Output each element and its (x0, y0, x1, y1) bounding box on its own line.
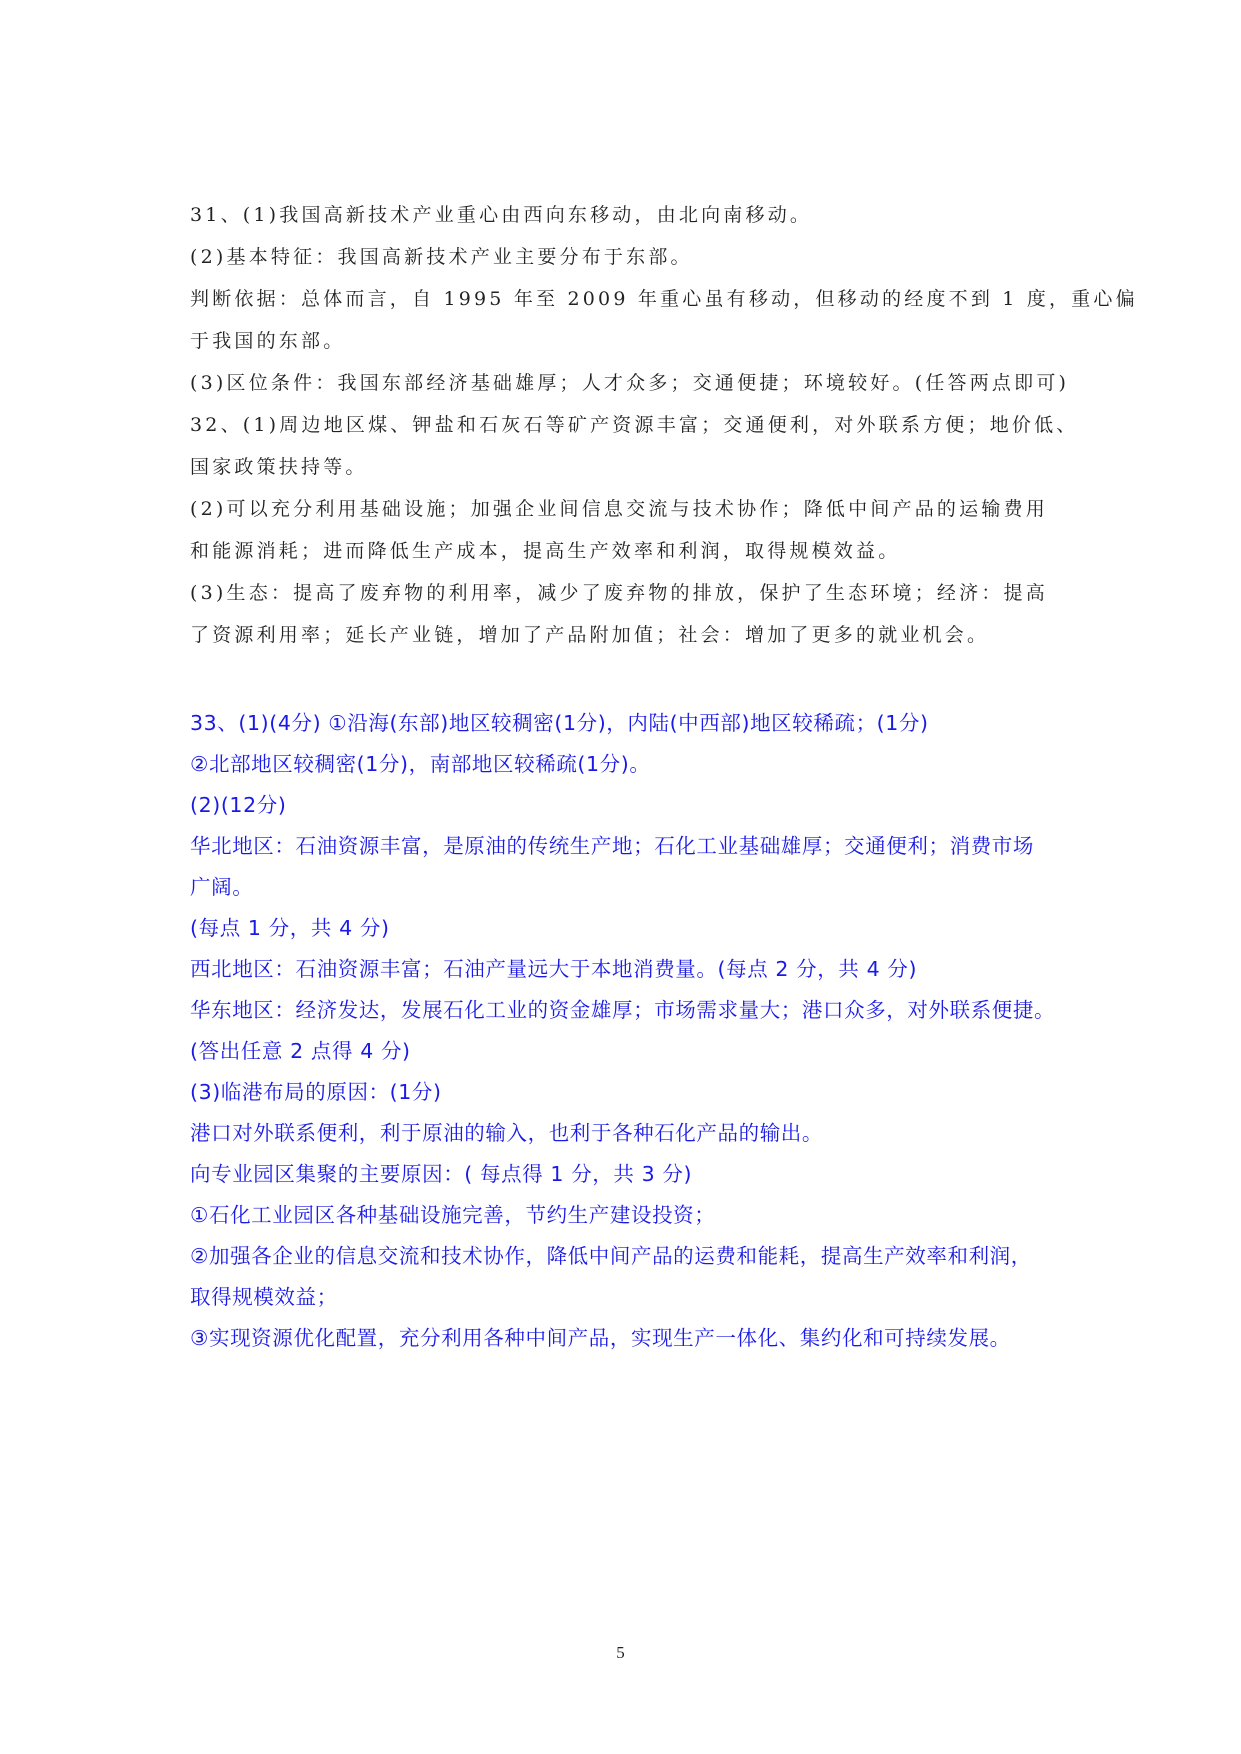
page-number: 5 (616, 1643, 625, 1662)
q32-line-3: (2)可以充分利用基础设施；加强企业间信息交流与技术协作；降低中间产品的运输费用 (190, 498, 1048, 520)
q33-line-2: ②北部地区较稠密(1分)，南部地区较稀疏(1分)。 (190, 752, 651, 776)
q33-line-16: ③实现资源优化配置，充分利用各种中间产品，实现生产一体化、集约化和可持续发展。 (190, 1326, 1011, 1350)
q33-line-1: 33、(1)(4分) ①沿海(东部)地区较稠密(1分)，内陆(中西部)地区较稀疏；(1分) (190, 711, 929, 735)
q31-line-1: 31、(1)我国高新技术产业重心由西向东移动，由北向南移动。 (190, 204, 813, 226)
q32-line-4: 和能源消耗；进而降低生产成本，提高生产效率和利润，取得规模效益。 (190, 540, 901, 562)
q33-line-3: (2)(12分) (190, 793, 287, 817)
q33-line-10: (3)临港布局的原因：(1分) (190, 1080, 442, 1104)
q33-line-9: (答出任意 2 点得 4 分) (190, 1039, 411, 1063)
q32-line-2: 国家政策扶持等。 (190, 456, 368, 478)
q33-line-6: (每点 1 分，共 4 分) (190, 916, 390, 940)
q33-line-13: ①石化工业园区各种基础设施完善，节约生产建设投资； (190, 1203, 716, 1227)
q31-line-5: (3)区位条件：我国东部经济基础雄厚；人才众多；交通便捷；环境较好。(任答两点即可) (190, 372, 1070, 394)
q33-line-11: 港口对外联系便利，利于原油的输入，也利于各种石化产品的输出。 (190, 1121, 823, 1145)
q31-line-4: 于我国的东部。 (190, 330, 346, 352)
q33-line-15: 取得规模效益； (190, 1285, 338, 1309)
q31-line-2: (2)基本特征：我国高新技术产业主要分布于东部。 (190, 246, 693, 268)
q32-line-1: 32、(1)周边地区煤、钾盐和石灰石等矿产资源丰富；交通便利，对外联系方便；地价低、 (190, 414, 1079, 436)
q33-line-8: 华东地区：经济发达，发展石化工业的资金雄厚；市场需求量大；港口众多，对外联系便捷。 (190, 998, 1056, 1022)
q33-line-14: ②加强各企业的信息交流和技术协作，降低中间产品的运费和能耗，提高生产效率和利润， (190, 1244, 1032, 1268)
q33-line-4: 华北地区：石油资源丰富，是原油的传统生产地；石化工业基础雄厚；交通便利；消费市场 (190, 834, 1034, 858)
q31-line-3: 判断依据：总体而言，自 1995 年至 2009 年重心虽有移动，但移动的经度不到 1 度，重心偏 (190, 288, 1138, 310)
q32-line-6: 了资源利用率；延长产业链，增加了产品附加值；社会：增加了更多的就业机会。 (190, 624, 990, 646)
q32-line-5: (3)生态：提高了废弃物的利用率，减少了废弃物的排放，保护了生态环境；经济：提高 (190, 582, 1048, 604)
q33-line-12: 向专业园区集聚的主要原因：( 每点得 1 分，共 3 分) (190, 1162, 693, 1186)
q33-line-7: 西北地区：石油资源丰富；石油产量远大于本地消费量。(每点 2 分，共 4 分) (190, 957, 918, 981)
q33-line-5: 广阔。 (190, 875, 254, 899)
